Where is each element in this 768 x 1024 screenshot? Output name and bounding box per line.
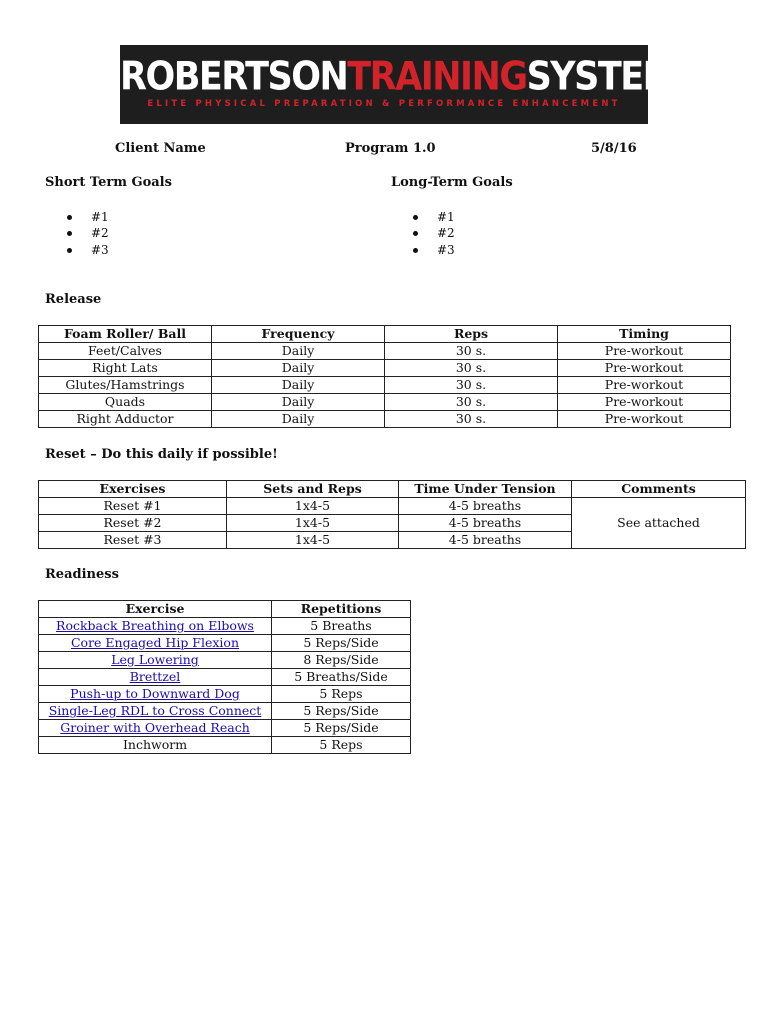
list-item: #1 (65, 209, 109, 225)
table-cell: Pre-workout (558, 377, 731, 394)
table-cell (39, 652, 272, 669)
table-cell (39, 720, 272, 737)
client-name: Client Name (115, 141, 206, 156)
table-row (39, 411, 731, 428)
table-cell: Pre-workout (558, 360, 731, 377)
release-heading: Release (45, 292, 102, 307)
table-cell: Reset #2 (39, 515, 227, 532)
table-cell: 1x4-5 (227, 515, 399, 532)
column-header: Sets and Reps (227, 481, 399, 498)
table-row (39, 669, 411, 686)
exercise-link[interactable]: Rockback Breathing on Elbows (56, 618, 254, 633)
list-item: #2 (65, 225, 109, 241)
reset-heading: Reset – Do this daily if possible! (45, 447, 278, 462)
logo-brand-text: ROBERTSONTRAININGSYSTEMS (120, 54, 700, 100)
table-row (39, 343, 731, 360)
bullet-icon (413, 215, 418, 220)
short-term-goals-heading: Short Term Goals (45, 175, 172, 190)
table-row (39, 618, 411, 635)
readiness-table (38, 600, 411, 754)
column-header: Comments (572, 481, 746, 498)
table-cell: 5 Reps/Side (272, 703, 411, 720)
column-header: Timing (558, 326, 731, 343)
table-cell: 5 Reps (272, 686, 411, 703)
table-cell: 5 Reps/Side (272, 720, 411, 737)
table-cell: 5 Reps/Side (272, 635, 411, 652)
table-cell: Daily (212, 394, 385, 411)
column-header: Reps (385, 326, 558, 343)
table-cell: 4-5 breaths (399, 515, 572, 532)
table-cell (39, 618, 272, 635)
table-row (39, 377, 731, 394)
table-row (39, 498, 746, 515)
table-cell: 5 Breaths (272, 618, 411, 635)
comments-cell: See attached (572, 498, 746, 549)
long-term-goals-heading: Long-Term Goals (391, 175, 513, 190)
table-cell: Daily (212, 360, 385, 377)
long-term-goals-list (411, 209, 455, 258)
table-row (39, 720, 411, 737)
program-date: 5/8/16 (591, 141, 637, 156)
exercise-link[interactable]: Push-up to Downward Dog (70, 686, 240, 701)
exercise-link[interactable]: Leg Lowering (111, 652, 199, 667)
list-item: #3 (65, 242, 109, 258)
program-version: Program 1.0 (345, 141, 436, 156)
table-cell (39, 669, 272, 686)
table-cell: Reset #3 (39, 532, 227, 549)
table-cell: 30 s. (385, 343, 558, 360)
column-header: Exercises (39, 481, 227, 498)
reset-table (38, 480, 746, 549)
table-cell: Daily (212, 377, 385, 394)
table-cell: Glutes/Hamstrings (39, 377, 212, 394)
logo-tagline: ELITE PHYSICAL PREPARATION & PERFORMANCE ENHANCEMENT (147, 99, 621, 109)
table-row (39, 686, 411, 703)
table-row (39, 394, 731, 411)
table-cell: Right Lats (39, 360, 212, 377)
table-row (39, 737, 411, 754)
bullet-icon (67, 248, 72, 253)
table-cell (39, 703, 272, 720)
table-cell: Pre-workout (558, 343, 731, 360)
readiness-heading: Readiness (45, 567, 119, 582)
bullet-icon (413, 248, 418, 253)
column-header: Frequency (212, 326, 385, 343)
bullet-icon (67, 231, 72, 236)
exercise-link[interactable]: Core Engaged Hip Flexion (70, 635, 239, 650)
table-cell: 5 Breaths/Side (272, 669, 411, 686)
exercise-link[interactable]: Brettzel (129, 669, 181, 684)
table-cell: 30 s. (385, 411, 558, 428)
company-logo (120, 45, 700, 124)
bullet-icon (67, 215, 72, 220)
table-cell: 8 Reps/Side (272, 652, 411, 669)
table-cell: 4-5 breaths (399, 532, 572, 549)
table-cell: Pre-workout (558, 394, 731, 411)
table-cell: Inchworm (39, 737, 272, 754)
list-item: #2 (411, 225, 455, 241)
table-row (39, 703, 411, 720)
table-cell: 1x4-5 (227, 498, 399, 515)
table-row (39, 652, 411, 669)
column-header: Time Under Tension (399, 481, 572, 498)
table-cell: 30 s. (385, 394, 558, 411)
table-cell: Quads (39, 394, 212, 411)
exercise-link[interactable]: Single-Leg RDL to Cross Connect (48, 703, 262, 718)
table-row (39, 635, 411, 652)
table-row (39, 360, 731, 377)
table-header-row (39, 481, 746, 498)
table-cell: Pre-workout (558, 411, 731, 428)
exercise-link[interactable]: Groiner with Overhead Reach (60, 720, 250, 735)
table-cell: Reset #1 (39, 498, 227, 515)
table-cell: 4-5 breaths (399, 498, 572, 515)
list-item: #1 (411, 209, 455, 225)
table-cell (39, 686, 272, 703)
table-header-row (39, 326, 731, 343)
column-header: Foam Roller/ Ball (39, 326, 212, 343)
table-cell: Daily (212, 343, 385, 360)
table-cell: 30 s. (385, 377, 558, 394)
table-cell: Right Adductor (39, 411, 212, 428)
table-header-row (39, 601, 411, 618)
table-cell: 5 Reps (272, 737, 411, 754)
table-cell: Daily (212, 411, 385, 428)
table-cell: 30 s. (385, 360, 558, 377)
bullet-icon (413, 231, 418, 236)
list-item: #3 (411, 242, 455, 258)
table-cell: 1x4-5 (227, 532, 399, 549)
table-cell (39, 635, 272, 652)
table-cell: Feet/Calves (39, 343, 212, 360)
release-table (38, 325, 731, 428)
column-header: Exercise (39, 601, 272, 618)
short-term-goals-list (65, 209, 109, 258)
column-header: Repetitions (272, 601, 411, 618)
